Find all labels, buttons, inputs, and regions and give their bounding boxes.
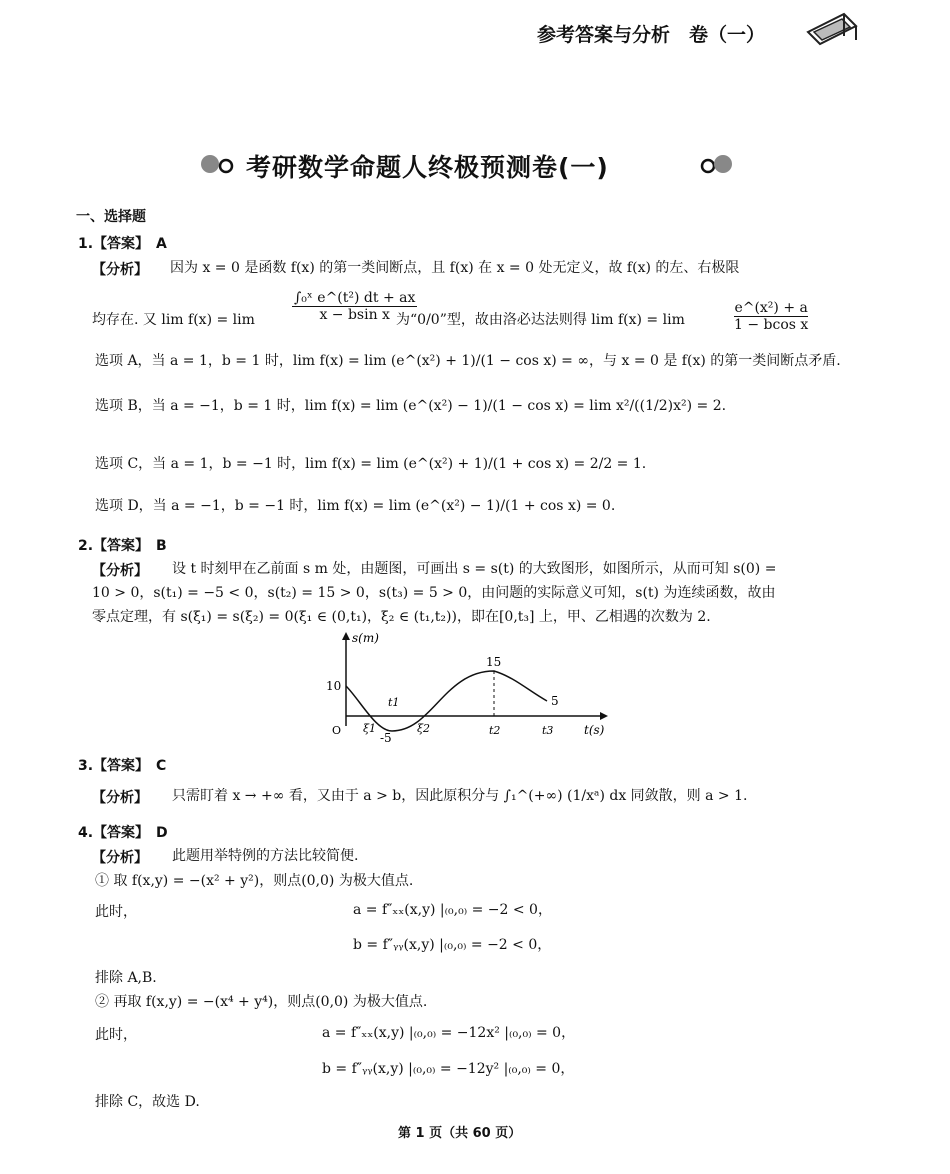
q4-eq2b: b = f″ᵧᵧ(x,y) |₍₀,₀₎ = −12y² |₍₀,₀₎ = 0， (322, 1061, 575, 1077)
q2-analysis-label: 【分析】 (92, 563, 148, 579)
q4-case2: ② 再取 f(x,y) = −(x⁴ + y⁴)，则点(0,0) 为极大值点. (95, 994, 428, 1010)
s-axis-arrow (342, 632, 350, 640)
q3-analysis-label: 【分析】 (92, 790, 148, 806)
section-heading: 一、选择题 (76, 209, 146, 225)
point-label-10: 10 (326, 679, 342, 693)
displacement-chart (318, 630, 618, 742)
title-ornament-left-icon (198, 151, 238, 177)
q4-now2: 此时， (95, 1027, 137, 1043)
point-label--5: -5 (380, 731, 392, 742)
q4-exclude1: 排除 A,B. (95, 970, 157, 986)
tick-label-ξ1: ξ1 (363, 722, 377, 735)
point-label-15: 15 (486, 655, 502, 669)
q1-fraction2-den: 1 − bcos x (734, 317, 809, 333)
s-curve (346, 671, 547, 731)
q1-line2-b: 为“0/0”型，故由洛必达法则得 lim f(x) = lim (396, 312, 685, 328)
q4-analysis-label: 【分析】 (92, 850, 148, 866)
tick-label-t2: t2 (489, 724, 501, 737)
q4-case1: ① 取 f(x,y) = −(x² + y²)，则点(0,0) 为极大值点. (95, 873, 414, 889)
q1-answer: 1.【答案】 A (78, 236, 167, 252)
q4-eq2a: a = f″ₓₓ(x,y) |₍₀,₀₎ = −12x² |₍₀,₀₎ = 0， (322, 1025, 576, 1041)
q4-eq1b: b = f″ᵧᵧ(x,y) |₍₀,₀₎ = −2 < 0， (353, 937, 552, 953)
y-axis-label: s(m) (352, 631, 379, 645)
q1-analysis-label: 【分析】 (92, 262, 148, 278)
q2-line3: 零点定理，有 s(ξ₁) = s(ξ₂) = 0(ξ₁ ∈ (0,t₁)，ξ₂ ∈ (t₁,t₂))，即在[0,t₃] 上，甲、乙相遇的次数为 2. (92, 609, 711, 625)
book-logo-icon (804, 10, 862, 46)
q4-line1: 此题用举特例的方法比较简便. (172, 848, 359, 864)
tick-label-O: O (332, 724, 342, 737)
q1-option-b: 选项 B，当 a = −1，b = 1 时，lim f(x) = lim (e^(x²) − 1)/(1 − cos x) = lim x²/((1/2)x²) = 2. (95, 398, 727, 414)
page-footer: 第 1 页（共 60 页） (398, 1126, 522, 1141)
page-title: 考研数学命题人终极预测卷(一) (246, 153, 609, 182)
tick-label-ξ2: ξ2 (417, 722, 431, 735)
t-axis-arrow (600, 712, 608, 720)
q1-option-c: 选项 C，当 a = 1，b = −1 时，lim f(x) = lim (e^(x²) + 1)/(1 + cos x) = 2/2 = 1. (95, 456, 647, 472)
x-axis-label: t(s) (584, 723, 605, 737)
q3-line1: 只需盯着 x → +∞ 看，又由于 a > b，因此原积分与 ∫₁^(+∞) (1/xᵃ) dx 同敛散，则 a > 1. (172, 788, 748, 804)
q4-exclude2: 排除 C，故选 D. (95, 1094, 200, 1110)
q1-line1: 因为 x = 0 是函数 f(x) 的第一类间断点，且 f(x) 在 x = 0 处无定义，故 f(x) 的左、右极限 (170, 260, 740, 276)
q1-fraction2-num: e^(x²) + a (734, 300, 808, 316)
q4-eq1a: a = f″ₓₓ(x,y) |₍₀,₀₎ = −2 < 0， (353, 902, 552, 918)
q1-option-a: 选项 A，当 a = 1，b = 1 时，lim f(x) = lim (e^(x²) + 1)/(1 − cos x) = ∞，与 x = 0 是 f(x) 的第一类间断点矛盾. (95, 353, 841, 369)
q1-fraction1-den: x − bsin x (319, 307, 390, 323)
point-label-5: 5 (551, 694, 559, 708)
q2-line1: 设 t 时刻甲在乙前面 s m 处，由题图，可画出 s = s(t) 的大致图形，如图所示，从而可知 s(0) = (172, 561, 777, 577)
q2-line2: 10 > 0，s(t₁) = −5 < 0，s(t₂) = 15 > 0，s(t₃) = 5 > 0，由问题的实际意义可知，s(t) 为连续函数，故由 (92, 585, 776, 601)
q1-line2-a: 均存在. 又 lim f(x) = lim (92, 312, 255, 328)
q3-answer: 3.【答案】 C (78, 758, 167, 774)
q1-fraction1-num: ∫₀ˣ e^(t²) dt + ax (294, 290, 416, 306)
q1-fraction2 (734, 300, 808, 333)
running-header: 参考答案与分析 卷（一） (537, 24, 766, 46)
tick-label-t3: t3 (542, 724, 554, 737)
q1-option-d: 选项 D，当 a = −1，b = −1 时，lim f(x) = lim (e^(x²) − 1)/(1 + cos x) = 0. (95, 498, 616, 514)
q2-answer: 2.【答案】 B (78, 538, 167, 554)
q4-answer: 4.【答案】 D (78, 825, 168, 841)
q4-now1: 此时， (95, 904, 137, 920)
title-ornament-right-icon (696, 151, 736, 177)
tick-label-t1: t1 (388, 696, 400, 709)
